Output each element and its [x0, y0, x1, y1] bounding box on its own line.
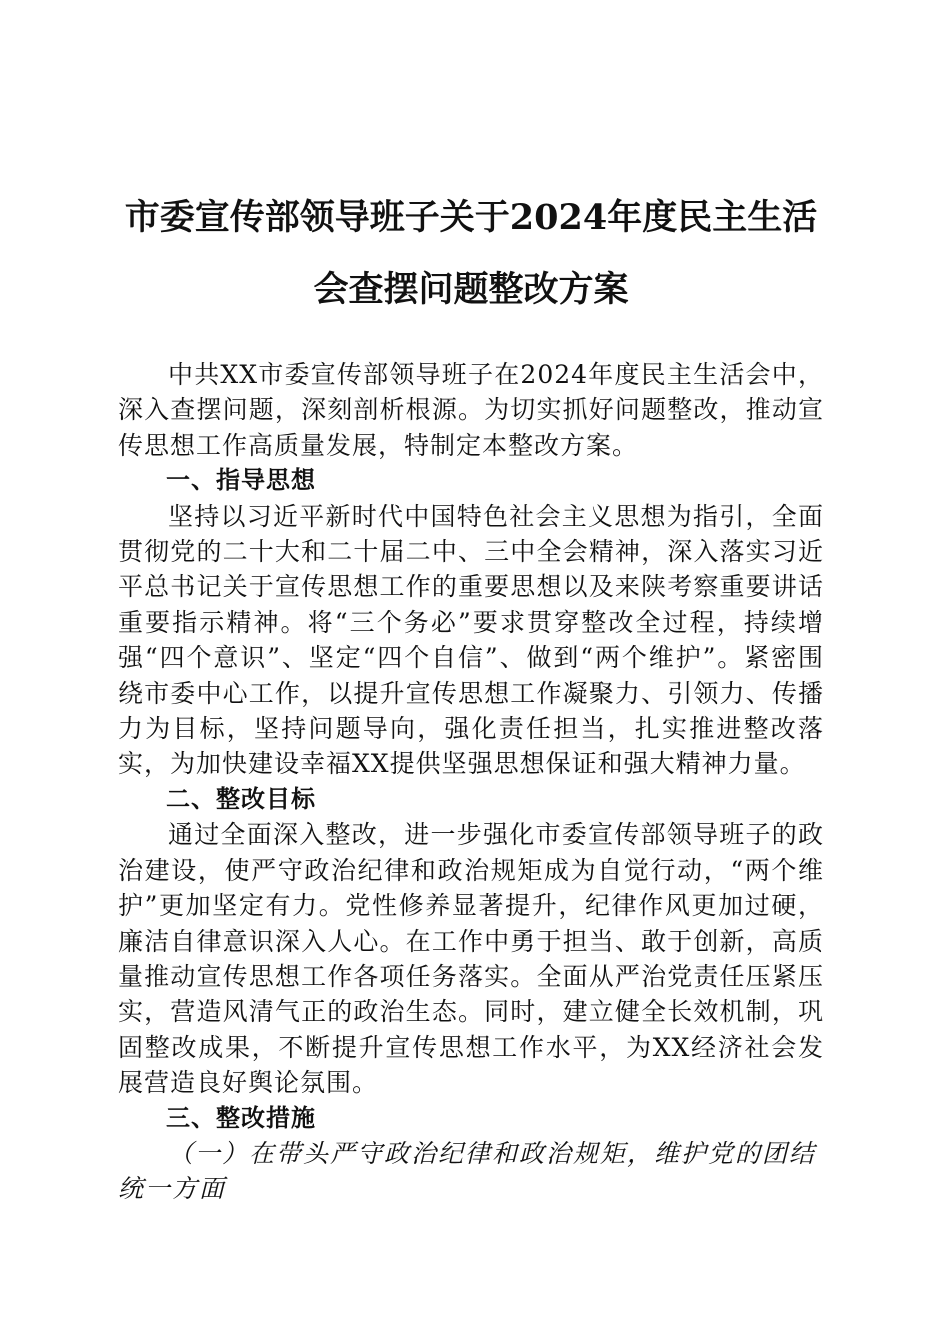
section3-heading: 三、整改措施	[166, 1103, 316, 1132]
section2-heading: 二、整改目标	[166, 784, 316, 813]
document-body	[118, 357, 824, 1207]
section3-subheading-1: （一）在带头严守政治纪律和政治规矩，维护党的团结统一方面	[118, 1138, 817, 1204]
section2-paragraph: 通过全面深入整改，进一步强化市委宣传部领导班子的政治建设，使严守政治纪律和政治规矩成为自觉行动，“两个维护”更加坚定有力。党性修养显著提升，纪律作风更加过硬，廉洁自律意识深入人心。在工作中勇于担当、敢于创新，高质量推动宣传思想工作各项任务落实。全面从严治党责任压紧压实，营造风清气正的政治生态。同时，建立健全长效机制，巩固整改成果，不断提升宣传思想工作水平，为XX经济社会发展营造良好舆论氛围。	[118, 820, 824, 1098]
document-title-line1: 市委宣传部领导班子关于2024年度民主生活	[124, 197, 818, 238]
document-title-line2: 会查摆问题整改方案	[313, 269, 629, 310]
intro-paragraph: 中共XX市委宣传部领导班子在2024年度民主生活会中，深入查摆问题，深刻剖析根源。为切实抓好问题整改，推动宣传思想工作高质量发展，特制定本整改方案。	[118, 360, 824, 460]
section1-paragraph: 坚持以习近平新时代中国特色社会主义思想为指引，全面贯彻党的二十大和二十届二中、三中全会精神，深入落实习近平总书记关于宣传思想工作的重要思想以及来陕考察重要讲话重要指示精神。将“三个务必”要求贯穿整改全过程，持续增强“四个意识”、坚定“四个自信”、做到“两个维护”。紧密围绕市委中心工作，以提升宣传思想工作凝聚力、引领力、传播力为目标，坚持问题导向，强化责任担当，扎实推进整改落实，为加快建设幸福XX提供坚强思想保证和强大精神力量。	[118, 501, 824, 779]
section1-heading: 一、指导思想	[166, 466, 316, 495]
